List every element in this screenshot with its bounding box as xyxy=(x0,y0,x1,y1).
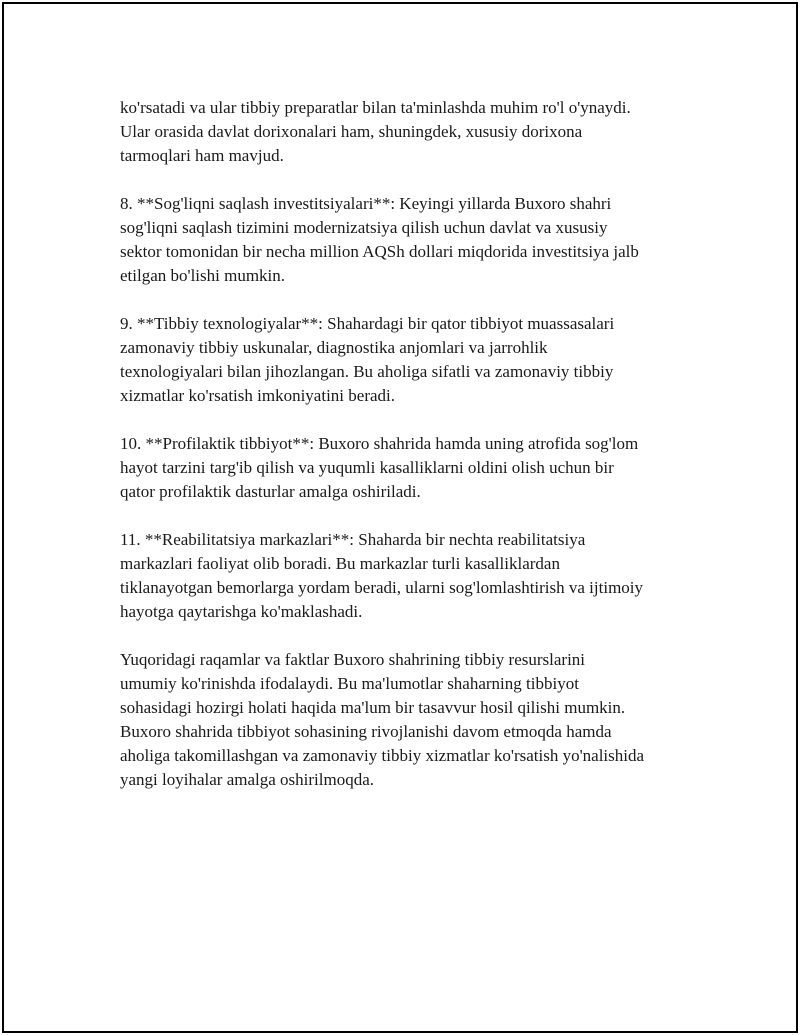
paragraph-medical-technologies: 9. **Tibbiy texnologiyalar**: Shahardagi bir qator tibbiyot muassasalari zamonaviy tibbiy uskunalar, diagnostika anjomlari va jarrohlik texnologiyalari bilan jihozlangan. Bu aholiga sifatli va zamonaviy tibbiy xizmatlar ko'rsatish imkoniyatini beradi. xyxy=(120,314,615,405)
document-body xyxy=(120,96,700,816)
paragraph-pharmacies: ko'rsatadi va ular tibbiy preparatlar bilan ta'minlashda muhim ro'l o'ynaydi. Ular orasida davlat dorixonalari ham, shuningdek, xususiy dorixona tarmoqlari ham mavjud. xyxy=(120,98,631,165)
paragraph-conclusion: Yuqoridagi raqamlar va faktlar Buxoro shahrining tibbiy resurslarini umumiy ko'rinishda ifodalaydi. Bu ma'lumotlar shaharning tibbiyot sohasidagi hozirgi holati haqida ma'lum bir tasavvur hosil qilishi mumkin. Buxoro shahrida tibbiyot sohasining rivojlanishi davom etmoqda hamda aholiga takomillashgan va zamonaviy tibbiy xizmatlar ko'rsatish yo'nalishida yangi loyihalar amalga oshirilmoqda. xyxy=(120,650,645,789)
document-page xyxy=(2,2,798,1033)
paragraph-healthcare-investments: 8. **Sog'liqni saqlash investitsiyalari**: Keyingi yillarda Buxoro shahri sog'liqni saqlash tizimini modernizatsiya qilish uchun davlat va xususiy sektor tomonidan bir necha million AQSh dollari miqdorida investitsiya jalb etilgan bo'lishi mumkin. xyxy=(120,194,639,285)
paragraph-preventive-medicine: 10. **Profilaktik tibbiyot**: Buxoro shahrida hamda uning atrofida sog'lom hayot tarzini targ'ib qilish va yuqumli kasalliklarni oldini olish uchun bir qator profilaktik dasturlar amalga oshiriladi. xyxy=(120,434,639,501)
paragraph-rehabilitation-centers: 11. **Reabilitatsiya markazlari**: Shaharda bir nechta reabilitatsiya markazlari faoliyat olib boradi. Bu markazlar turli kasalliklardan tiklanayotgan bemorlarga yordam beradi, ularni sog'lomlashtirish va ijtimoiy hayotga qaytarishga ko'maklashadi. xyxy=(120,530,644,621)
